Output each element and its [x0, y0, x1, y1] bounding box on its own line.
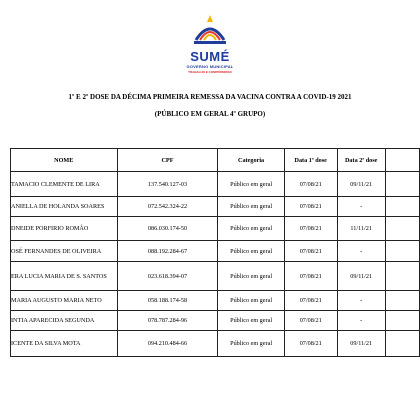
- cell-cpf: 072.542.324-22: [117, 197, 218, 217]
- cell-category: Público em geral: [218, 217, 284, 241]
- cell-extra: [385, 241, 419, 262]
- table-row: [11, 262, 420, 291]
- cell-category: Público em geral: [218, 311, 284, 331]
- logo-emblem-icon: [174, 10, 246, 50]
- logo-name: SUMÉ: [190, 49, 230, 64]
- table-row: [11, 241, 420, 262]
- cell-dose1: 07/08/21: [284, 172, 337, 197]
- cell-extra: [385, 291, 419, 311]
- cell-dose2: -: [337, 291, 385, 311]
- cell-dose2: 11/11/21: [337, 217, 385, 241]
- cell-cpf: 137.540.127-03: [117, 172, 218, 197]
- cell-category: Público em geral: [218, 197, 284, 217]
- cell-category: Público em geral: [218, 172, 284, 197]
- logo-subtitle: GOVERNO MUNICIPAL: [186, 64, 234, 69]
- cell-extra: [385, 311, 419, 331]
- cell-dose2: -: [337, 241, 385, 262]
- cell-dose1: 07/08/21: [284, 241, 337, 262]
- cell-extra: [385, 197, 419, 217]
- cell-name: MARIA AUGUSTO MARIA NETO: [11, 291, 118, 311]
- cell-name: TAMACIO CLEMENTE DE LIRA: [11, 172, 118, 197]
- cell-dose1: 07/08/21: [284, 262, 337, 291]
- column-header-dose1: Data 1ª dose: [284, 149, 337, 172]
- cell-dose2: 09/11/21: [337, 172, 385, 197]
- cell-cpf: 058.188.174-58: [117, 291, 218, 311]
- cell-name: INTIA APARECIDA SEGUNDA: [11, 311, 118, 331]
- table-row: [11, 331, 420, 357]
- cell-dose1: 07/08/21: [284, 291, 337, 311]
- column-header-name: NOME: [11, 149, 118, 172]
- cell-name: ERA LUCIA MARIA DE S. SANTOS: [11, 262, 118, 291]
- column-header-extra: [385, 149, 419, 172]
- table-row: [11, 197, 420, 217]
- cell-dose1: 07/08/21: [284, 197, 337, 217]
- column-header-dose2: Data 2ª dose: [337, 149, 385, 172]
- cell-dose1: 07/08/21: [284, 217, 337, 241]
- cell-extra: [385, 172, 419, 197]
- column-header-category: Categoria: [218, 149, 284, 172]
- cell-name: OSÉ FERNANDES DE OLIVEIRA: [11, 241, 118, 262]
- cell-category: Público em geral: [218, 291, 284, 311]
- cell-name: DNEIDE PORFIRIO ROMÃO: [11, 217, 118, 241]
- document-title: 1º E 2º DOSE DA DÉCIMA PRIMEIRA REMESSA DA VACINA CONTRA A COVID-19 2021: [68, 93, 352, 101]
- cell-dose2: 09/11/21: [337, 331, 385, 357]
- logo-tagline: TRABALHO E COMPROMISSO: [188, 70, 232, 74]
- table-row: [11, 291, 420, 311]
- table-row: [11, 172, 420, 197]
- cell-dose2: -: [337, 197, 385, 217]
- cell-category: Público em geral: [218, 331, 284, 357]
- cell-extra: [385, 331, 419, 357]
- cell-cpf: 078.787.284-96: [117, 311, 218, 331]
- cell-name: ICENTE DA SILVA MOTA: [11, 331, 118, 357]
- cell-category: Público em geral: [218, 241, 284, 262]
- cell-cpf: 094.210.484-66: [117, 331, 218, 357]
- table-row: [11, 311, 420, 331]
- cell-dose2: 09/11/21: [337, 262, 385, 291]
- cell-dose1: 07/08/21: [284, 311, 337, 331]
- cell-extra: [385, 262, 419, 291]
- cell-cpf: 086.030.174-50: [117, 217, 218, 241]
- column-header-cpf: CPF: [117, 149, 218, 172]
- document-subtitle: (PÚBLICO EM GERAL 4º GRUPO): [154, 110, 266, 118]
- municipal-logo: [174, 10, 246, 82]
- cell-category: Público em geral: [218, 262, 284, 291]
- vaccination-table: [10, 148, 420, 357]
- table-header-row: [11, 149, 420, 172]
- cell-dose2: -: [337, 311, 385, 331]
- cell-cpf: 023.618.394-07: [117, 262, 218, 291]
- cell-name: ANIELLA DE HOLANDA SOARES: [11, 197, 118, 217]
- cell-dose1: 07/08/21: [284, 331, 337, 357]
- cell-extra: [385, 217, 419, 241]
- cell-cpf: 088.192.284-67: [117, 241, 218, 262]
- table-row: [11, 217, 420, 241]
